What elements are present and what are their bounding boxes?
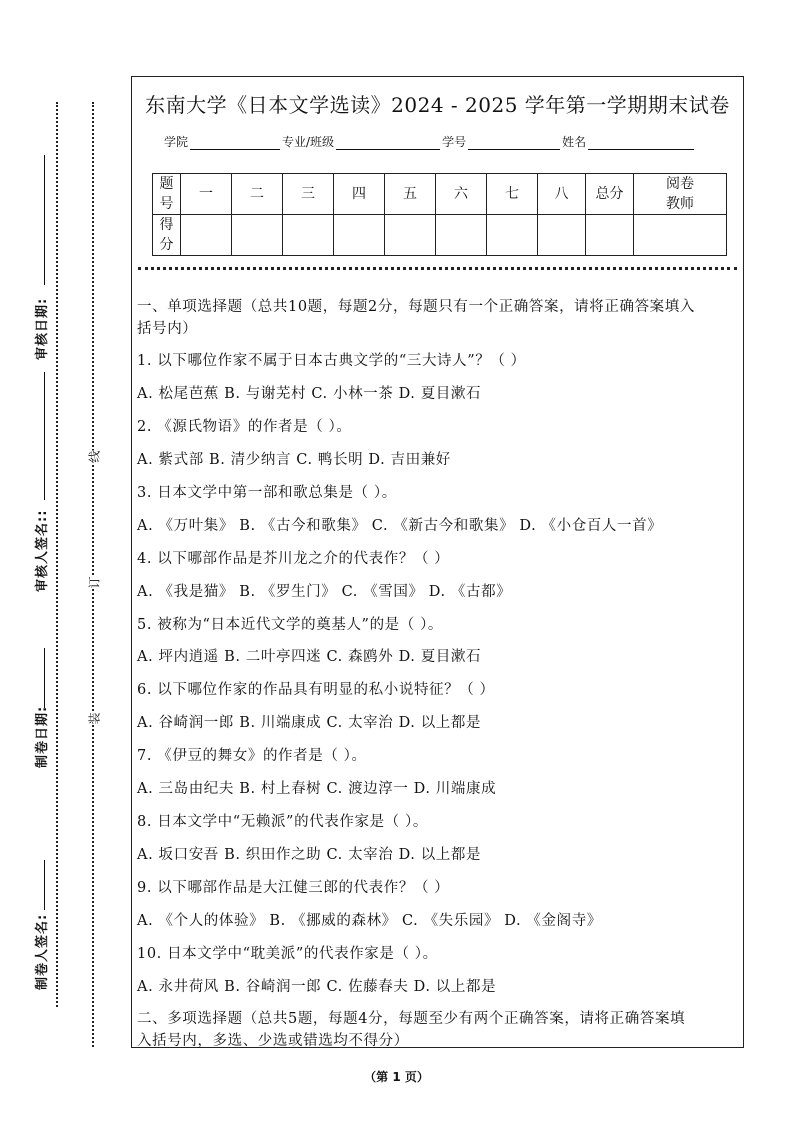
- reviewer-header: 阅卷 教师: [634, 174, 727, 215]
- question-8-options: A. 坂口安吾 B. 织田作之助 C. 太宰治 D. 以上都是: [137, 847, 482, 863]
- score-row-header: 得 分: [153, 215, 181, 256]
- binding-dotted-line-inner: [92, 102, 95, 1047]
- col-4: 四: [334, 174, 385, 215]
- question-2-options: A. 紫式部 B. 清少纳言 C. 鸭长明 D. 吉田兼好: [137, 452, 451, 468]
- student-info-row: [164, 133, 696, 150]
- question-7-options: A. 三岛由纪夫 B. 村上春树 C. 渡边淳一 D. 川端康成: [137, 781, 497, 797]
- review-date-label: 审核日期:: [35, 297, 50, 360]
- col-2: 二: [232, 174, 283, 215]
- question-5-options: A. 坪内逍遥 B. 二叶亭四迷 C. 森鸥外 D. 夏目漱石: [137, 649, 482, 665]
- question-10-options: A. 永井荷风 B. 谷崎润一郎 C. 佐藤春夫 D. 以上都是: [137, 979, 497, 995]
- question-9-options: A. 《个人的体验》 B. 《挪威的森林》 C. 《失乐园》 D. 《金阁寺》: [137, 913, 602, 929]
- section2-heading: 二、多项选择题（总共5题，每题4分，每题至少有两个正确答案，请将正确答案填: [137, 1011, 686, 1027]
- score-cell[interactable]: [181, 215, 232, 256]
- exam-title: 东南大学《日本文学选读》2024 - 2025 学年第一学期期末试卷: [145, 93, 730, 117]
- col-total: 总分: [586, 174, 634, 215]
- section-divider-dotted: [138, 267, 737, 270]
- name-field[interactable]: [588, 137, 694, 150]
- question-10: 10. 日本文学中“耽美派”的代表作家是（ ）。: [137, 946, 438, 962]
- score-cell[interactable]: [436, 215, 487, 256]
- score-table-header-row: [153, 174, 727, 215]
- maker-sign-underline: [44, 860, 45, 910]
- seal-char-fold: 装: [84, 712, 105, 724]
- reviewer-cell[interactable]: [634, 215, 727, 256]
- student-id-label: 学号: [442, 135, 467, 149]
- score-table-score-row: [153, 215, 727, 256]
- col-6: 六: [436, 174, 487, 215]
- col-8: 八: [538, 174, 586, 215]
- make-date-underline: [44, 648, 45, 708]
- name-label: 姓名: [562, 135, 587, 149]
- question-1-options: A. 松尾芭蕉 B. 与谢芜村 C. 小林一茶 D. 夏目漱石: [137, 386, 482, 402]
- question-4: 4. 以下哪部作品是芥川龙之介的代表作？（ ）: [137, 551, 450, 567]
- maker-sign-label: 制卷人签名:: [35, 913, 50, 990]
- question-7: 7. 《伊豆的舞女》的作者是（ ）。: [137, 748, 367, 764]
- score-cell[interactable]: [538, 215, 586, 256]
- binding-dotted-line-outer: [56, 102, 59, 1007]
- college-field[interactable]: [190, 137, 280, 150]
- seal-char-bind: 订: [84, 576, 105, 588]
- page-number: （第 1 页）: [364, 1070, 429, 1084]
- score-cell[interactable]: [385, 215, 436, 256]
- section1-heading: 一、单项选择题（总共10题，每题2分，每题只有一个正确答案，请将正确答案填入: [137, 299, 695, 315]
- seal-char-line: 线: [84, 450, 105, 462]
- col-7: 七: [487, 174, 538, 215]
- reviewer-sign-label: 审核人签名::: [35, 509, 50, 592]
- score-cell[interactable]: [283, 215, 334, 256]
- review-date-underline: [44, 155, 45, 285]
- student-id-field[interactable]: [468, 137, 560, 150]
- score-cell[interactable]: [487, 215, 538, 256]
- col-5: 五: [385, 174, 436, 215]
- section2-heading-cont: 入括号内，多选、少选或错选均不得分）: [137, 1033, 409, 1049]
- exam-paper-frame: [131, 76, 744, 1048]
- score-table: [152, 173, 727, 256]
- major-class-label: 专业/班级: [282, 135, 335, 149]
- question-1: 1. 以下哪位作家不属于日本古典文学的“三大诗人”？（ ）: [137, 353, 526, 369]
- make-date-label: 制卷日期:: [35, 705, 50, 768]
- question-4-options: A. 《我是猫》 B. 《罗生门》 C. 《雪国》 D. 《古都》: [137, 584, 512, 600]
- col-1: 一: [181, 174, 232, 215]
- reviewer-sign-underline: [44, 372, 45, 500]
- question-8: 8. 日本文学中“无赖派”的代表作家是（ ）。: [137, 814, 428, 830]
- question-6: 6. 以下哪位作家的作品具有明显的私小说特征？（ ）: [137, 682, 495, 698]
- question-9: 9. 以下哪部作品是大江健三郎的代表作？（ ）: [137, 880, 450, 896]
- college-label: 学院: [164, 135, 189, 149]
- major-class-field[interactable]: [336, 137, 440, 150]
- score-cell[interactable]: [232, 215, 283, 256]
- question-number-header: 题 号: [153, 174, 181, 215]
- question-5: 5. 被称为“日本近代文学的奠基人”的是（ ）。: [137, 617, 444, 633]
- score-cell[interactable]: [334, 215, 385, 256]
- question-2: 2. 《源氏物语》的作者是（ ）。: [137, 419, 352, 435]
- question-3-options: A. 《万叶集》 B. 《古今和歌集》 C. 《新古今和歌集》 D. 《小仓百人一首》: [137, 518, 663, 534]
- col-3: 三: [283, 174, 334, 215]
- score-cell-total[interactable]: [586, 215, 634, 256]
- question-6-options: A. 谷崎润一郎 B. 川端康成 C. 太宰治 D. 以上都是: [137, 715, 482, 731]
- section1-heading-cont: 括号内）: [137, 321, 198, 337]
- question-3: 3. 日本文学中第一部和歌总集是（ ）。: [137, 485, 397, 501]
